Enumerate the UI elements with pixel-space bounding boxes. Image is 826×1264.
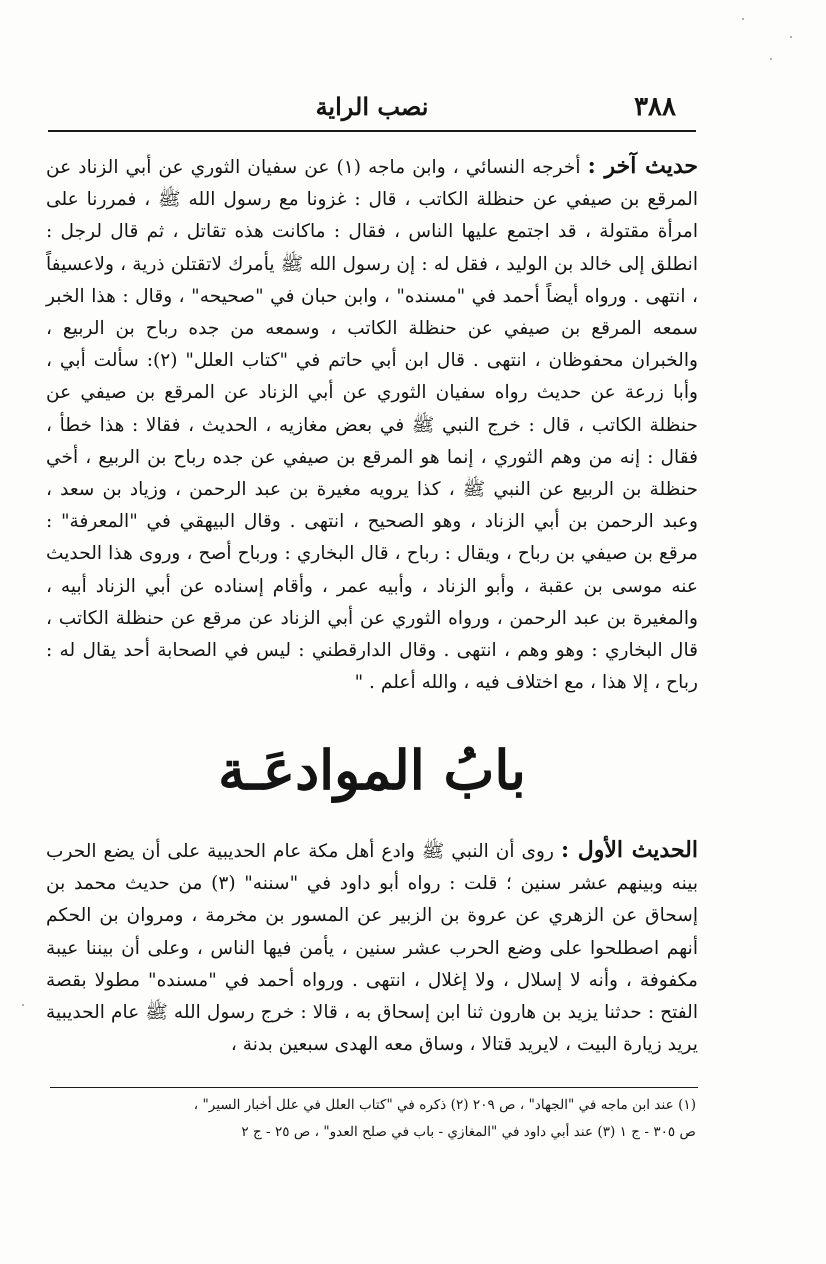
scan-speck: [22, 1004, 24, 1006]
footnote-line: (١) عند ابن ماجه في "الجهاد" ، ص ٢٠٩ (٢) ذكره في "كتاب العلل في علل أخبار السير" ،: [193, 1097, 696, 1113]
chapter-title: بابُ الموادعَـة: [218, 738, 526, 802]
footnote-line: ص ٣٠٥ - ج ١ (٣) عند أبي داود في "المغازي - باب في صلح العدو" ، ص ٢٥ - ج ٢: [241, 1124, 696, 1140]
hadith-section-2: [46, 834, 698, 1061]
paragraph-text: روى أن النبي ﷺ وادع أهل مكة عام الحديبية على أن يضع الحرب بينه وبينهم عشر سنين ؛ قلت : رواه أبو داود في "سننه" (٣) من حديث محمد بن إسحاق عن الزهري عن عروة بن الزبير عن المسور بن مخرمة ، ومروان بن الحكم أنهم اصطلحوا على وضع الحرب عشر سنين ، يأمن فيها الناس ، وعلى أن بيننا عيبة مكفوفة ، وأنه لا إسلال ، ولا إغلال ، انتهى . ورواه أحمد في "مسنده" مطولا بقصة الفتح : حدثنا يزيد بن هارون ثنا ابن إسحاق به ، قالا : خرج رسول الله ﷺ عام الحديبية يريد زيارة البيت ، لايريد قتالا ، وساق معه الهدى سبعين بدنة ،: [46, 841, 698, 1056]
section-lead: الحديث الأول :: [560, 837, 698, 863]
hadith-section-1: [46, 150, 698, 699]
scan-speck: [770, 58, 772, 60]
scan-speck: [790, 36, 792, 38]
running-title: نصب الراية: [315, 92, 429, 121]
paragraph-text: أخرجه النسائي ، وابن ماجه (١) عن سفيان الثوري عن أبي الزناد عن المرقع بن صيفي عن حنظلة الكاتب ، قال : غزونا مع رسول الله ﷺ ، فمررنا على امرأة مقتولة ، قد اجتمع عليها الناس ، فقال : ماكانت هذه تقاتل ، ثم قال لرجل : انطلق إلى خالد بن الوليد ، فقل له : إن رسول الله ﷺ يأمرك لاتقتلن ذرية ، ولاعسيفاً ، انتهى . ورواه أيضاً أحمد في "مسنده" ، وابن حبان في "صحيحه" ، وقال : هذا الخبر سمعه المرقع بن صيفي عن حنظلة الكاتب ، وسمعه من جده رباح بن الربيع ، والخبران محفوظان ، انتهى . قال ابن أبي حاتم في "كتاب العلل" (٢): سألت أبي ، وأبا زرعة عن حديث رواه سفيان الثوري عن أبي الزناد عن المرقع بن صيفي عن حنظلة الكاتب ، قال : خرج النبي ﷺ في بعض مغازيه ، الحديث ، فقالا : هذا خطأ ، فقال : إنه من وهم الثوري ، إنما هو المرقع بن صيفي عن جده رباح بن الربيع ، أخي حنظلة بن الربيع عن النبي ﷺ ، كذا يرويه مغيرة بن عبد الرحمن ، وزياد بن سعد ، وعبد الرحمن بن أبي الزناد ، وهو الصحيح ، انتهى . وقال البيهقي في "المعرفة" : مرقع بن صيفي بن رباح ، ويقال : رباح ، قال البخاري : ورباح أصح ، وروى هذا الحديث عنه موسى بن عقبة ، وأبو الزناد ، وأبيه عمر ، وأقام إسناده عن أبي الزناد أبيه ، والمغيرة بن عبد الرحمن ، ورواه الثوري عن أبي الزناد عن مرقع عن حنظلة الكاتب ، قال البخاري : وهو وهم ، انتهى . وقال الدارقطني : ليس في الصحابة أحد يقال له : رباح ، إلا هذا ، مع اختلاف فيه ، والله أعلم . ": [46, 157, 698, 694]
section-lead: حديث آخر :: [587, 153, 699, 179]
footnote-rule: [50, 1087, 698, 1088]
paragraph: [46, 150, 698, 699]
footnotes: [48, 1092, 696, 1146]
scan-speck: [742, 18, 744, 20]
header-rule: [48, 130, 696, 132]
page-number: ٣٨٨: [634, 92, 676, 122]
paragraph: [46, 834, 698, 1061]
page-header: [48, 92, 696, 128]
